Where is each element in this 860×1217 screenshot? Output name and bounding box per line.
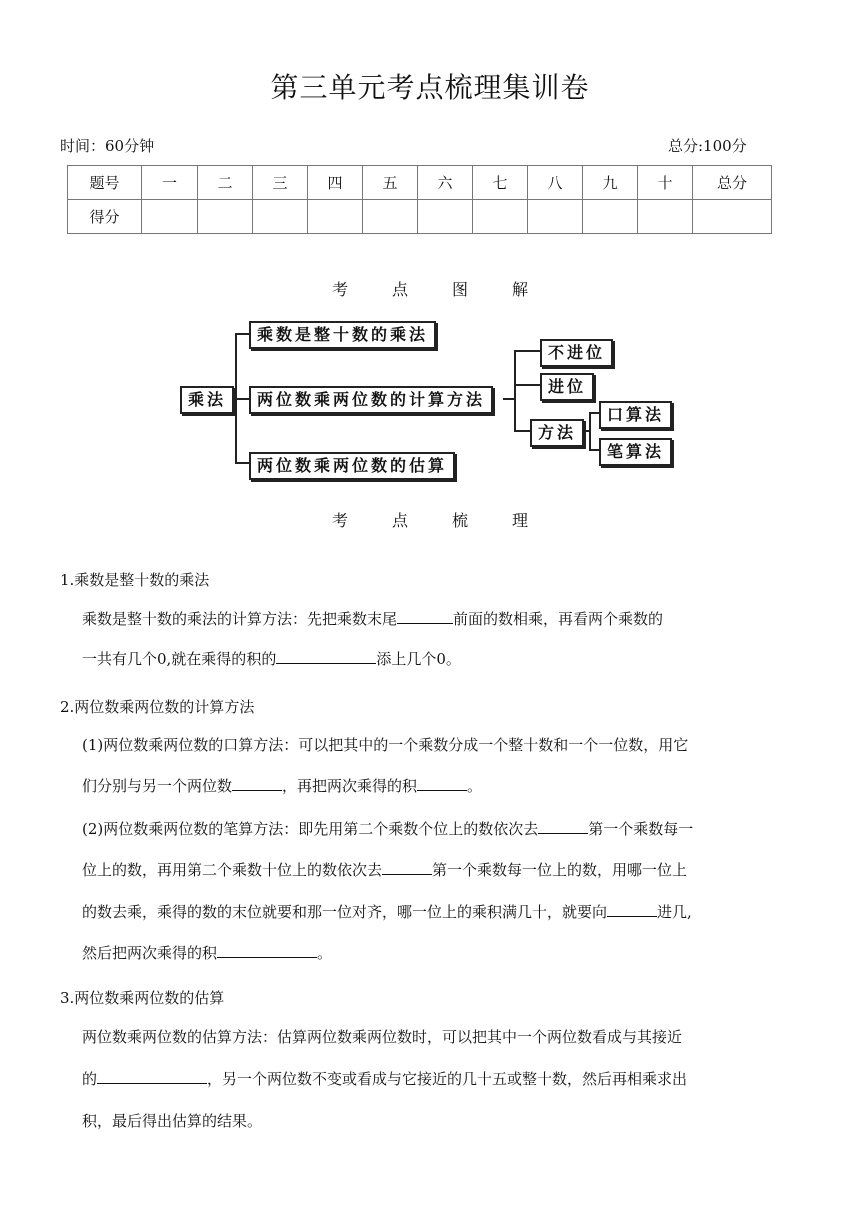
text: 位上的数，再用第二个乘数十位上的数依次去	[82, 861, 383, 879]
mindmap-branch-integer-tens: 乘数是整十数的乘法	[249, 321, 436, 349]
text: 第一个乘数每一位上的数，用哪一位上	[432, 861, 688, 879]
answer-blank[interactable]	[232, 772, 282, 791]
text: 然后把两次乘得的积	[82, 944, 218, 962]
mindmap-branch-calc-method: 两位数乘两位数的计算方法	[249, 386, 493, 414]
text: (2)两位数乘两位数的笔算方法：即先用第二个乘数个位上的数依次去	[82, 820, 539, 838]
section-1-title: 1.乘数是整十数的乘法	[60, 571, 210, 589]
connector	[514, 430, 530, 432]
total-score: 总分:100分	[668, 137, 747, 155]
header-cell: 六	[418, 166, 473, 200]
section-2-line-4	[82, 851, 687, 889]
connector	[589, 412, 591, 450]
mindmap-mental-method: 口算法	[599, 401, 672, 429]
text: 前面的数相乘，再看两个乘数的	[453, 610, 664, 628]
answer-blank[interactable]	[382, 856, 432, 875]
header-cell: 题号	[68, 166, 142, 200]
text: ，另一个两位数不变或看成与它接近的几十五或整十数，然后再相乘求出	[207, 1070, 688, 1088]
heading-char: 图	[452, 280, 469, 299]
header-cell: 八	[528, 166, 583, 200]
answer-blank[interactable]	[276, 645, 376, 664]
mindmap-method: 方法	[530, 419, 584, 447]
section-2-line-5	[82, 893, 692, 931]
heading-char: 理	[512, 511, 529, 530]
heading-char: 梳	[452, 511, 469, 530]
mindmap-branch-estimation: 两位数乘两位数的估算	[249, 452, 455, 480]
section-1-line-2	[82, 640, 461, 678]
heading-char: 点	[391, 511, 408, 530]
review-heading	[0, 508, 860, 531]
time-limit: 时间：60分钟	[60, 137, 155, 155]
connector	[235, 333, 249, 335]
text: 们分别与另一个两位数	[82, 777, 233, 795]
answer-blank[interactable]	[397, 605, 453, 624]
connector	[514, 350, 540, 352]
mindmap-written-method: 笔算法	[599, 438, 672, 466]
text: 乘数是整十数的乘法的计算方法：先把乘数末尾	[82, 610, 398, 628]
section-2-title: 2.两位数乘两位数的计算方法	[60, 698, 255, 716]
connector	[514, 384, 540, 386]
answer-blank[interactable]	[217, 939, 317, 958]
header-cell: 二	[198, 166, 253, 200]
text: 。	[317, 944, 333, 962]
text: ，再把两次乘得的积	[282, 777, 418, 795]
text: 一共有几个0,就在乘得的积的	[82, 650, 277, 668]
header-cell: 七	[473, 166, 528, 200]
text: 进几,	[657, 903, 692, 921]
header-cell: 九	[583, 166, 638, 200]
connector	[235, 462, 249, 464]
heading-char: 解	[512, 280, 529, 299]
header-cell: 总分	[693, 166, 772, 200]
connector	[589, 449, 599, 451]
section-3-line-1: 两位数乘两位数的估算方法：估算两位数乘两位数时，可以把其中一个两位数看成与其接近	[82, 1028, 683, 1046]
section-3-title: 3.两位数乘两位数的估算	[60, 989, 225, 1007]
heading-char: 点	[391, 280, 408, 299]
section-3-line-3: 积，最后得出估算的结果。	[82, 1112, 263, 1130]
text: 的	[82, 1070, 98, 1088]
heading-char: 考	[331, 280, 348, 299]
header-cell: 一	[142, 166, 198, 200]
answer-blank[interactable]	[97, 1065, 207, 1084]
row-label: 得分	[68, 200, 142, 234]
section-2-line-2	[82, 767, 482, 805]
heading-char: 考	[331, 511, 348, 530]
section-2-line-1: (1)两位数乘两位数的口算方法：可以把其中的一个乘数分成一个整十数和一个一位数，用它	[82, 736, 689, 754]
page-title: 第三单元考点梳理集训卷	[270, 71, 590, 104]
text: 。	[467, 777, 483, 795]
mindmap-root: 乘法	[180, 386, 234, 414]
text: 第一个乘数每一	[588, 820, 694, 838]
header-cell: 三	[253, 166, 308, 200]
header-cell: 十	[638, 166, 693, 200]
section-1-line-1	[82, 600, 663, 638]
connector	[235, 398, 249, 400]
section-2-line-6	[82, 934, 332, 972]
answer-blank[interactable]	[607, 898, 657, 917]
text: 的数去乘，乘得的数的末位就要和那一位对齐，哪一位上的乘积满几十，就要向	[82, 903, 608, 921]
answer-blank[interactable]	[538, 815, 588, 834]
connector	[589, 412, 599, 414]
header-cell: 四	[308, 166, 363, 200]
mindmap-carry: 进位	[540, 373, 594, 401]
answer-blank[interactable]	[417, 772, 467, 791]
header-cell: 五	[363, 166, 418, 200]
text: 添上几个0。	[376, 650, 461, 668]
connector	[514, 350, 516, 432]
section-3-line-2	[82, 1060, 687, 1098]
mindmap-no-carry: 不进位	[540, 339, 613, 367]
section-2-line-3	[82, 810, 693, 848]
